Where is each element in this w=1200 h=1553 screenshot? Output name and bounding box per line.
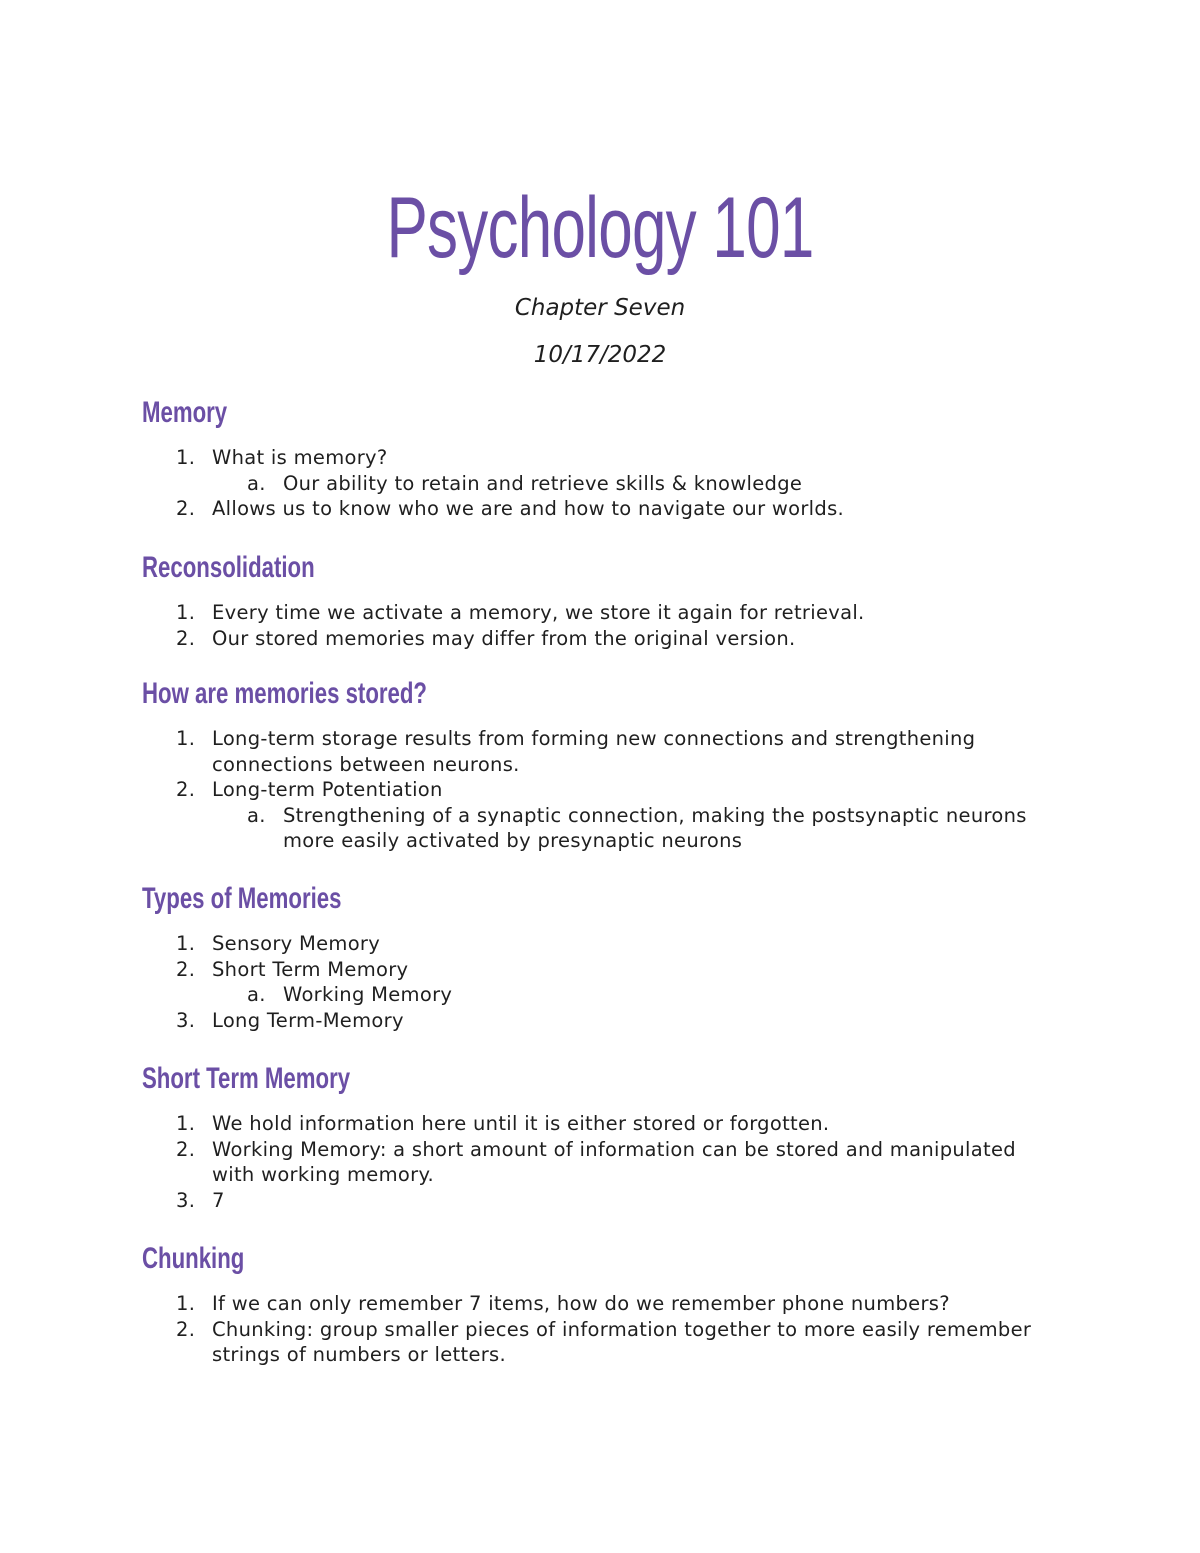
list-item	[142, 957, 1042, 983]
section-memory	[142, 395, 1102, 522]
document-date: 10/17/2022	[533, 342, 667, 368]
numbered-list	[142, 726, 1102, 854]
list-item-text: Long-term Potentiation	[212, 778, 443, 801]
list-item-text: We hold information here until it is either stored or forgotten.	[212, 1112, 830, 1135]
list-letter: a.	[247, 983, 266, 1006]
list-number: 1.	[176, 932, 196, 955]
list-item-text: Our stored memories may differ from the original version.	[212, 626, 796, 650]
section-short-term-memory	[142, 1061, 1102, 1213]
list-item-text: Long Term-Memory	[212, 1008, 404, 1032]
numbered-list	[142, 600, 1102, 651]
sub-list-item	[142, 982, 1053, 1008]
section-heading: Reconsolidation	[142, 551, 315, 584]
document-title: Psychology 101	[386, 180, 814, 276]
list-item-text: Allows us to know who we are and how to navigate our worlds.	[212, 497, 845, 520]
list-item-text: Chunking: group smaller pieces of information together to more easily remember strings of numbers or letters.	[212, 1317, 1032, 1366]
sub-list-item	[142, 803, 1053, 854]
list-item	[142, 1188, 1042, 1214]
section-heading: Chunking	[142, 1242, 245, 1275]
list-number: 1.	[176, 446, 196, 469]
list-item-text: Strengthening of a synaptic connection, making the postsynaptic neurons more easily activated by presynaptic neurons	[283, 803, 1027, 852]
list-item-text: Long-term storage results from forming new connections and strengthening connections between neurons.	[212, 727, 976, 776]
list-letter: a.	[247, 803, 266, 827]
list-letter: a.	[247, 471, 266, 495]
section-how-memories-stored	[142, 676, 1102, 854]
list-item	[142, 1111, 1042, 1137]
list-item	[142, 496, 1042, 522]
list-item	[142, 626, 1042, 652]
list-number: 1.	[176, 727, 196, 750]
numbered-list	[142, 445, 1102, 522]
list-item	[142, 1008, 1042, 1034]
numbered-list	[142, 1111, 1102, 1213]
list-item-text: Working Memory: a short amount of information can be stored and manipulated with working memory.	[212, 1137, 1016, 1186]
section-types-of-memories	[142, 881, 1102, 1033]
list-number: 2.	[176, 1317, 196, 1341]
section-heading: Types of Memories	[142, 882, 342, 915]
list-item	[142, 1291, 1042, 1317]
section-heading: Short Term Memory	[142, 1062, 351, 1095]
list-item	[142, 445, 1042, 471]
section-reconsolidation	[142, 550, 1102, 651]
list-item-text: Short Term Memory	[212, 957, 409, 981]
document-subtitle: Chapter Seven	[514, 295, 686, 321]
list-number: 2.	[176, 497, 196, 520]
list-number: 3.	[176, 1008, 196, 1032]
numbered-list	[142, 1291, 1102, 1368]
list-item	[142, 777, 1042, 803]
list-item	[142, 600, 1042, 626]
list-item-text: If we can only remember 7 items, how do we remember phone numbers?	[212, 1292, 950, 1315]
list-number: 2.	[176, 1137, 196, 1161]
sub-list-item	[142, 471, 1053, 497]
list-item-text: Every time we activate a memory, we store it again for retrieval.	[212, 601, 865, 624]
section-heading: Memory	[142, 396, 228, 429]
list-item-text: Our ability to retain and retrieve skills & knowledge	[283, 471, 803, 495]
list-number: 1.	[176, 601, 196, 624]
list-item-text: 7	[212, 1188, 225, 1212]
section-chunking	[142, 1241, 1102, 1368]
list-item	[142, 1137, 1042, 1188]
list-number: 1.	[176, 1292, 196, 1315]
list-item	[142, 1317, 1042, 1368]
list-number: 1.	[176, 1112, 196, 1135]
list-number: 3.	[176, 1188, 196, 1212]
list-item-text: Working Memory	[283, 983, 453, 1006]
list-number: 2.	[176, 957, 196, 981]
list-number: 2.	[176, 778, 196, 801]
list-item	[142, 931, 1042, 957]
list-number: 2.	[176, 626, 196, 650]
section-heading: How are memories stored?	[142, 677, 427, 710]
numbered-list	[142, 931, 1102, 1033]
list-item-text: What is memory?	[212, 446, 388, 469]
list-item	[142, 726, 1042, 777]
list-item-text: Sensory Memory	[212, 932, 381, 955]
